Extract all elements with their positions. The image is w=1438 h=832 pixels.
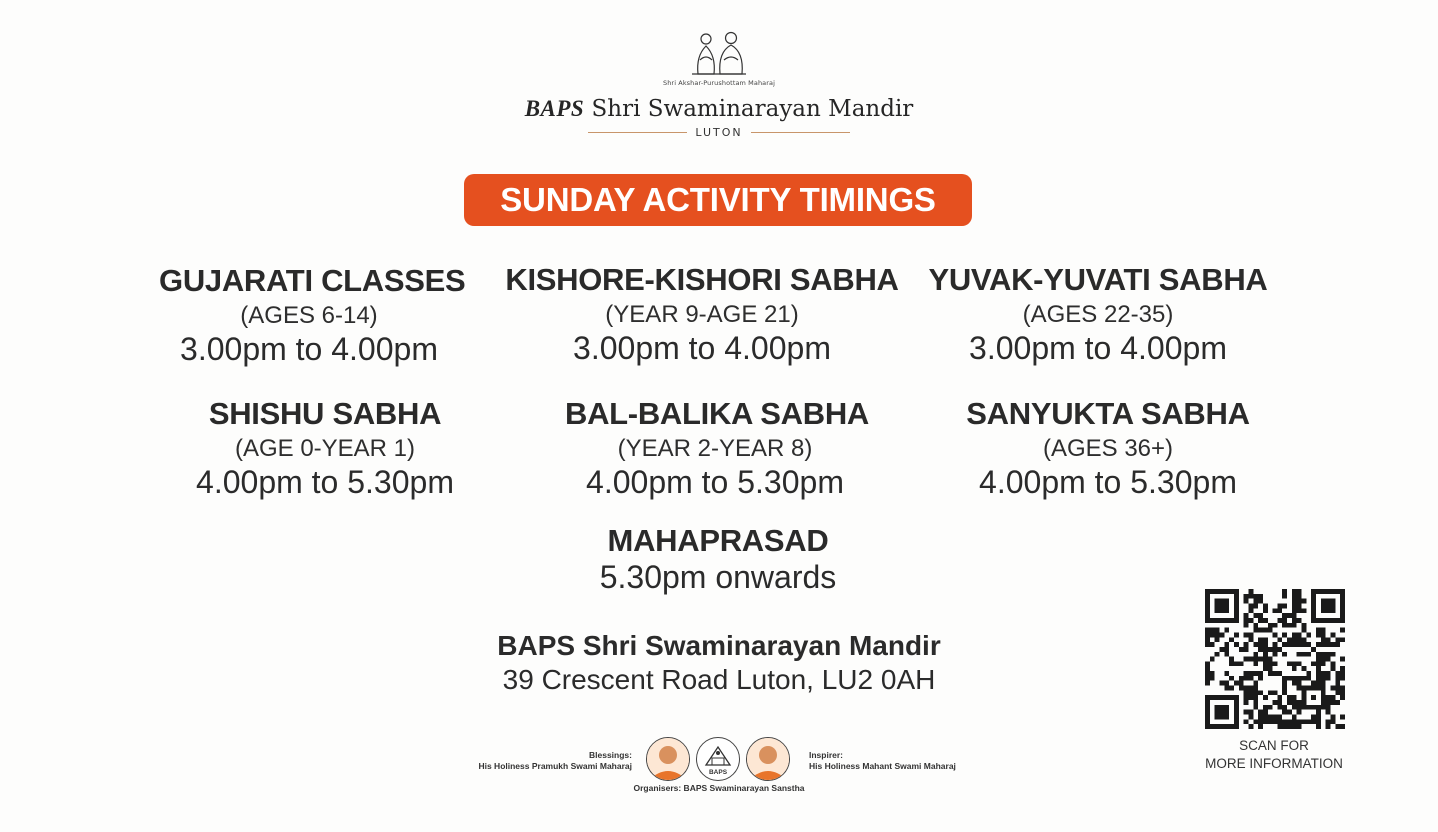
- mahant-swami-portrait: [746, 737, 790, 781]
- activity-bal-balika-sabha: [565, 396, 870, 500]
- activity-name: SANYUKTA SABHA: [966, 396, 1250, 431]
- scan-caption: [1196, 737, 1352, 772]
- activity-ages: (AGES 6-14): [240, 302, 378, 329]
- address-line: 39 Crescent Road Luton, LU2 0AH: [502, 664, 936, 695]
- activity-name: BAL-BALIKA SABHA: [565, 396, 870, 431]
- organisers-credit: Organisers: BAPS Swaminarayan Sanstha: [633, 783, 805, 793]
- activity-gujarati-classes: [159, 263, 466, 367]
- activity-name: KISHORE-KISHORI SABHA: [505, 262, 899, 297]
- mandir-name: Shri Swaminarayan Mandir: [591, 96, 914, 122]
- activity-ages: (AGES 36+): [1042, 435, 1174, 462]
- activity-time: 4.00pm to 5.30pm: [979, 464, 1237, 500]
- location-row: [588, 124, 850, 140]
- activity-time: 3.00pm to 4.00pm: [573, 330, 831, 366]
- divider: [588, 132, 687, 133]
- deity-emblem-icon: [688, 30, 750, 76]
- scan-line-2: MORE INFORMATION: [1205, 755, 1343, 771]
- activity-ages: (AGE 0-YEAR 1): [234, 435, 416, 462]
- activity-yuvak-yuvati-sabha: [918, 262, 1278, 366]
- inspirer-label: Inspirer:: [809, 750, 844, 760]
- activity-ages: (YEAR 9-AGE 21): [605, 301, 799, 328]
- page-title-banner: SUNDAY ACTIVITY TIMINGS: [464, 174, 972, 226]
- activity-time: 3.00pm to 4.00pm: [969, 330, 1227, 366]
- baps-logo-icon: [696, 737, 740, 781]
- baps-logo-text: BAPS: [708, 769, 728, 776]
- scan-line-1: SCAN FOR: [1239, 738, 1309, 753]
- activity-sanyukta-sabha: [958, 396, 1258, 500]
- address-name: BAPS Shri Swaminarayan Mandir: [497, 630, 941, 661]
- divider: [751, 132, 850, 133]
- activity-kishore-kishori-sabha: [502, 262, 902, 366]
- activity-mahaprasad: [568, 523, 868, 595]
- activity-time: 4.00pm to 5.30pm: [586, 464, 844, 500]
- blessings-credit: [478, 750, 632, 772]
- mandir-title: [0, 96, 1438, 122]
- inspirer-credit: [809, 750, 956, 772]
- activity-name: SHISHU SABHA: [208, 396, 442, 431]
- inspirer-name: His Holiness Mahant Swami Maharaj: [809, 761, 956, 771]
- activity-ages: (AGES 22-35): [1022, 301, 1174, 328]
- location-label: LUTON: [695, 125, 743, 139]
- blessings-label: Blessings:: [589, 750, 632, 760]
- activity-name: MAHAPRASAD: [607, 523, 829, 558]
- activity-time: 5.30pm onwards: [599, 559, 837, 595]
- brand-prefix: BAPS: [524, 96, 585, 121]
- activity-ages: (YEAR 2-YEAR 8): [617, 435, 813, 462]
- blessings-name: His Holiness Pramukh Swami Maharaj: [478, 761, 632, 771]
- pramukh-swami-portrait: [646, 737, 690, 781]
- tagline: Shri Akshar-Purushottam Maharaj: [662, 79, 776, 87]
- activity-shishu-sabha: [175, 396, 475, 500]
- activity-name: YUVAK-YUVATI SABHA: [928, 262, 1268, 297]
- qr-code-icon[interactable]: [1205, 589, 1345, 729]
- activity-name: GUJARATI CLASSES: [159, 263, 466, 298]
- activity-time: 4.00pm to 5.30pm: [196, 464, 454, 500]
- activity-time: 3.00pm to 4.00pm: [180, 331, 438, 367]
